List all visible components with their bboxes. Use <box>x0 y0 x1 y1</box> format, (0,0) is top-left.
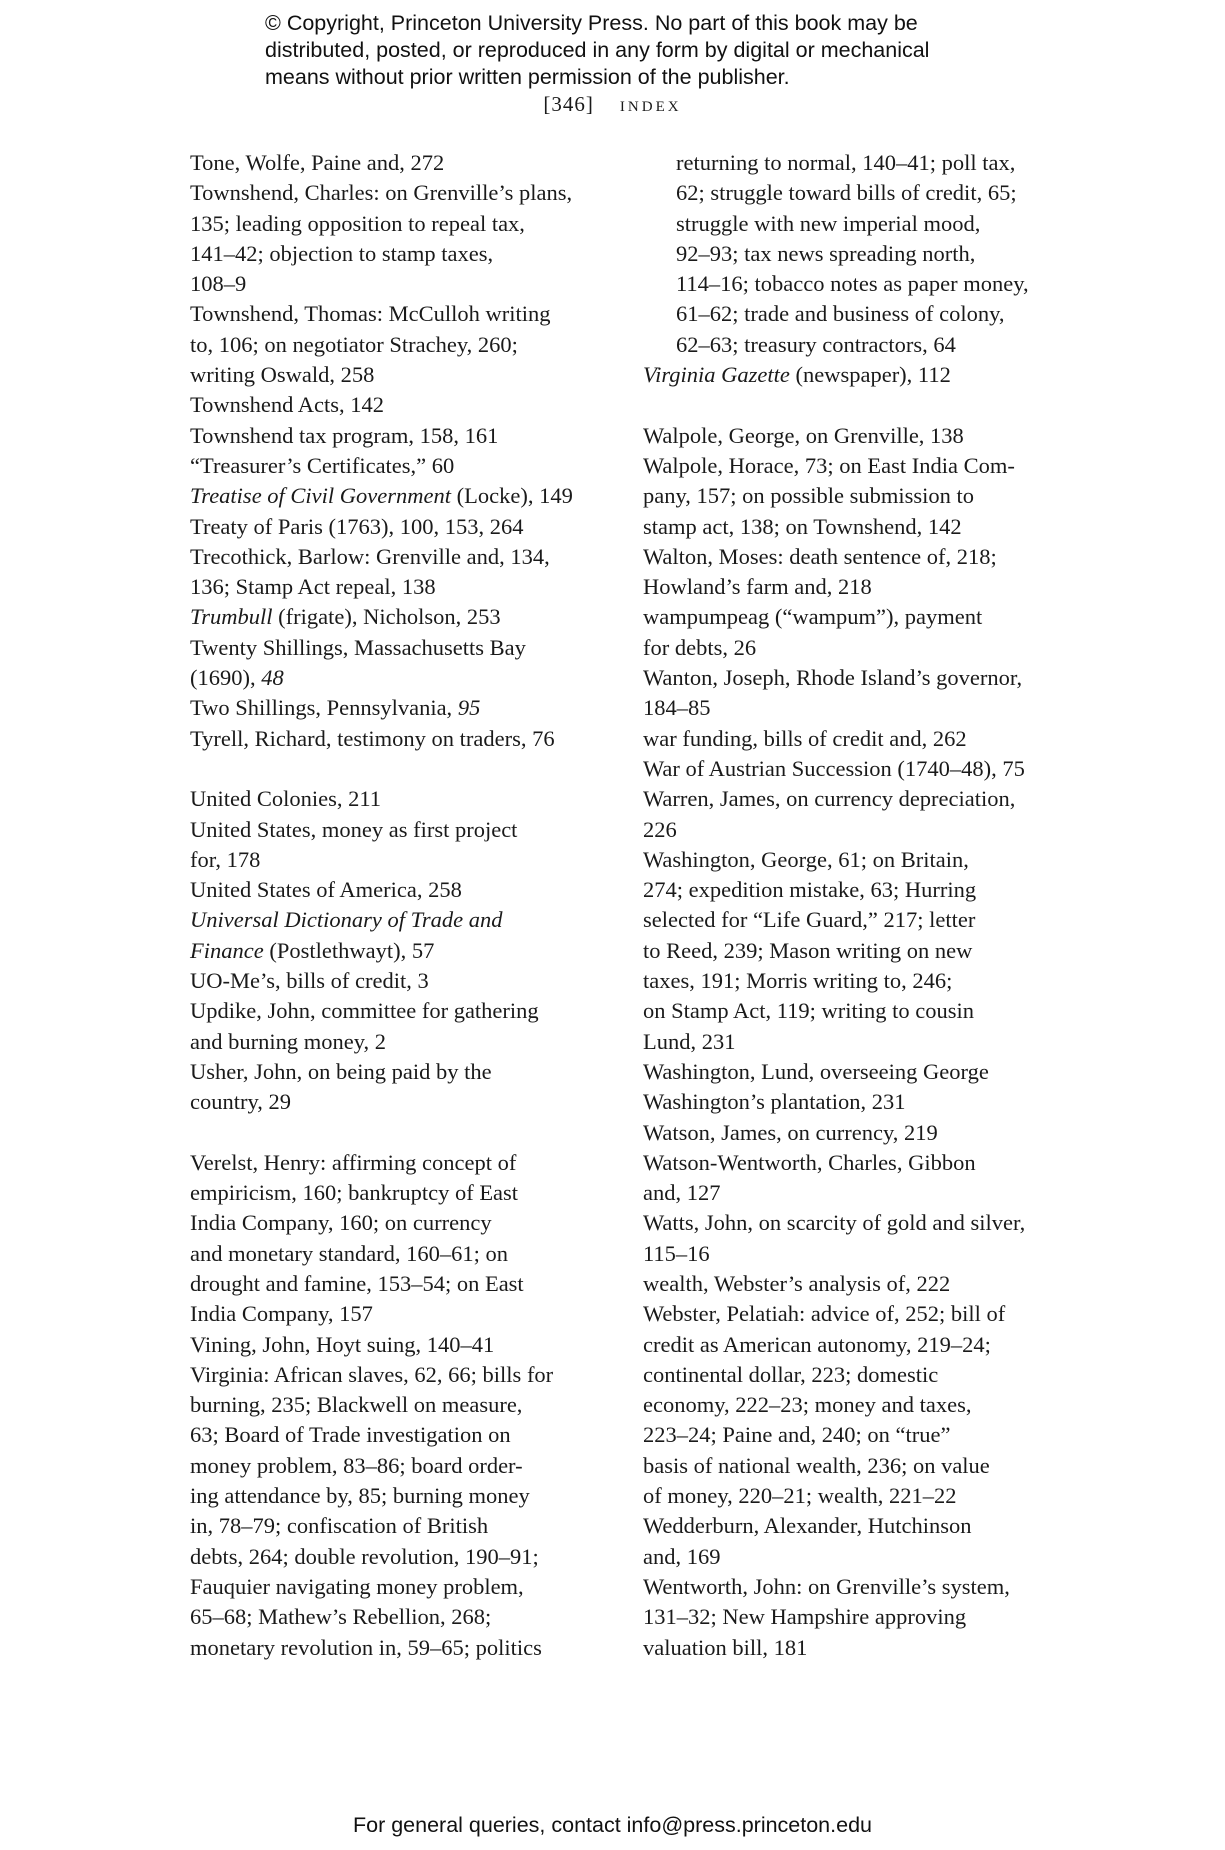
index-entry-line <box>190 451 610 481</box>
index-entry-line <box>643 784 1063 814</box>
entry-text: wampumpeag (“wampum”), payment <box>643 604 983 630</box>
index-entry <box>190 784 610 814</box>
index-entry-line <box>643 936 1063 966</box>
entry-text: “Treasurer’s Certificates,” 60 <box>190 452 455 478</box>
entry-text: Walpole, Horace, 73; on East India Com- <box>643 452 1015 478</box>
index-entry-line <box>190 330 610 360</box>
copyright-line: means without prior written permission of the publisher. <box>265 65 790 89</box>
entry-text: Wedderburn, Alexander, Hutchinson <box>643 1513 972 1539</box>
index-entry-line <box>643 1148 1063 1178</box>
index-entry-line <box>643 663 1063 693</box>
entry-text: 61–62; trade and business of colony, <box>676 301 1005 327</box>
entry-text: debts, 264; double revolution, 190–91; <box>190 1543 539 1569</box>
index-entry-line <box>643 1208 1063 1238</box>
index-entry-line <box>643 572 1063 602</box>
italic-text: Finance <box>190 937 264 963</box>
entry-text: continental dollar, 223; domestic <box>643 1361 939 1387</box>
entry-text: Townshend, Thomas: McCulloh writing <box>190 301 551 327</box>
index-entry-line <box>190 633 610 663</box>
italic-text: 48 <box>261 665 284 691</box>
entry-text: Walpole, George, on Grenville, 138 <box>643 422 964 448</box>
index-column-left <box>190 148 610 1663</box>
entry-text: 274; expedition mistake, 63; Hurring <box>643 877 977 903</box>
index-entry <box>190 1360 610 1663</box>
entry-text: Verelst, Henry: affirming concept of <box>190 1149 517 1175</box>
index-entry-line <box>643 1360 1063 1390</box>
index-entry-line <box>190 602 610 632</box>
copyright-notice <box>265 10 1025 91</box>
index-entry-line <box>643 1027 1063 1057</box>
entry-text: (newspaper), 112 <box>789 362 951 388</box>
entry-text: UO-Me’s, bills of credit, 3 <box>190 968 429 994</box>
index-entry <box>643 421 1063 451</box>
copyright-line: distributed, posted, or reproduced in any form by digital or mechanical <box>265 38 930 62</box>
index-entry <box>643 451 1063 542</box>
entry-text: Townshend Acts, 142 <box>190 392 385 418</box>
entry-text: economy, 222–23; money and taxes, <box>643 1392 972 1418</box>
entry-text: wealth, Webster’s analysis of, 222 <box>643 1270 951 1296</box>
entry-text: Townshend, Charles: on Grenville’s plans, <box>190 180 573 206</box>
index-entry-line <box>676 330 1063 360</box>
entry-text: Tone, Wolfe, Paine and, 272 <box>190 150 445 175</box>
footer-contact: For general queries, contact info@press.princeton.edu <box>352 1813 872 1837</box>
index-entry-line <box>643 1269 1063 1299</box>
index-entry-line <box>190 239 610 269</box>
index-entry <box>643 360 1063 390</box>
index-entry <box>643 602 1063 663</box>
index-entry-line <box>643 1572 1063 1602</box>
index-entry-line <box>190 1269 610 1299</box>
entry-text: 115–16 <box>643 1240 710 1266</box>
index-entry-line <box>676 239 1063 269</box>
index-entry-line <box>643 845 1063 875</box>
index-entry <box>190 542 610 603</box>
index-entry-line <box>190 1390 610 1420</box>
index-entry-line <box>190 1572 610 1602</box>
entry-text: for, 178 <box>190 846 261 872</box>
running-head-label: index <box>619 92 682 116</box>
entry-text: Twenty Shillings, Massachusetts Bay <box>190 634 526 660</box>
index-entry <box>643 754 1063 784</box>
entry-text: Washington, George, 61; on Britain, <box>643 846 969 872</box>
index-entry <box>190 421 610 451</box>
entry-text: Warren, James, on currency depreciation, <box>643 786 1016 812</box>
entry-text: 184–85 <box>643 695 711 721</box>
index-entry-line <box>190 299 610 329</box>
entry-text: (Locke), 149 <box>451 483 573 509</box>
entry-text: Fauquier navigating money problem, <box>190 1573 524 1599</box>
index-column-right <box>643 148 1063 1663</box>
entry-text: Two Shillings, Pennsylvania, <box>190 695 458 721</box>
index-entry <box>190 390 610 420</box>
index-entry <box>643 1148 1063 1209</box>
entry-text: empiricism, 160; bankruptcy of East <box>190 1180 519 1206</box>
index-entry-line <box>676 209 1063 239</box>
entry-text: 62; struggle toward bills of credit, 65; <box>676 180 1017 206</box>
index-entry <box>190 996 610 1057</box>
index-entry-line <box>190 1239 610 1269</box>
italic-text: Universal Dictionary of Trade and <box>190 907 503 933</box>
index-entry-line <box>190 1451 610 1481</box>
index-entry-line <box>190 209 610 239</box>
index-entry <box>643 724 1063 754</box>
index-entry <box>190 451 610 481</box>
index-entry-line <box>643 905 1063 935</box>
index-entry <box>190 693 610 723</box>
index-entry-line <box>190 1481 610 1511</box>
entry-text: 108–9 <box>190 271 247 297</box>
index-entry-line <box>190 1330 610 1360</box>
index-entry <box>190 1148 610 1330</box>
page-number: [346] <box>543 92 594 116</box>
index-entry-line <box>643 1178 1063 1208</box>
entry-text: returning to normal, 140–41; poll tax, <box>676 150 1016 175</box>
entry-text: United States, money as first project <box>190 816 518 842</box>
entry-text: 63; Board of Trade investigation on <box>190 1422 511 1448</box>
index-entry-line <box>190 966 610 996</box>
index-entry <box>643 1572 1063 1663</box>
index-entry-line <box>643 1633 1063 1663</box>
entry-text: (1690), <box>190 665 262 691</box>
index-entry-line <box>643 875 1063 905</box>
index-entry-line <box>190 1602 610 1632</box>
index-entry-line <box>643 966 1063 996</box>
index-entry-line <box>190 1633 610 1663</box>
index-entry-line <box>190 360 610 390</box>
index-entry-line <box>190 390 610 420</box>
index-entry-line <box>190 875 610 905</box>
index-entry-line <box>190 693 610 723</box>
entry-text: 65–68; Mathew’s Rebellion, 268; <box>190 1604 492 1630</box>
index-entry-line <box>190 542 610 572</box>
index-entry-line <box>190 1027 610 1057</box>
index-entry-line <box>190 996 610 1026</box>
entry-text: and, 127 <box>643 1180 721 1206</box>
index-entry <box>190 148 610 178</box>
index-entry-line <box>190 936 610 966</box>
entry-text: Webster, Pelatiah: advice of, 252; bill of <box>643 1301 1006 1327</box>
entry-text: 131–32; New Hampshire approving <box>643 1604 967 1630</box>
entry-text: Wanton, Joseph, Rhode Island’s governor, <box>643 665 1023 691</box>
entry-text: India Company, 160; on currency <box>190 1210 492 1236</box>
entry-text: for debts, 26 <box>643 634 757 660</box>
entry-text: Lund, 231 <box>643 1028 736 1054</box>
italic-text: 95 <box>457 695 481 721</box>
index-entry-line <box>190 1360 610 1390</box>
italic-text: Virginia Gazette <box>643 362 790 388</box>
entry-text: and, 169 <box>643 1543 721 1569</box>
index-entry-line <box>190 269 610 299</box>
entry-text: United Colonies, 211 <box>190 786 382 812</box>
entry-text: stamp act, 138; on Townshend, 142 <box>643 513 962 539</box>
index-entry-line <box>676 178 1063 208</box>
index-entry <box>190 512 610 542</box>
index-entry-line <box>643 481 1063 511</box>
index-entry <box>190 905 610 966</box>
index-entry-line <box>676 148 1063 178</box>
copyright-line: © Copyright, Princeton University Press. No part of this book may be <box>265 11 918 35</box>
entry-text: Watts, John, on scarcity of gold and silver, <box>643 1210 1026 1236</box>
index-entry <box>190 875 610 905</box>
index-entry-line <box>643 1511 1063 1541</box>
entry-text: 223–24; Paine and, 240; on “true” <box>643 1422 951 1448</box>
index-entry-line <box>190 1542 610 1572</box>
index-entry <box>190 633 610 694</box>
entry-text: Walton, Moses: death sentence of, 218; <box>643 543 997 569</box>
index-entry-line <box>643 1118 1063 1148</box>
entry-text: Townshend tax program, 158, 161 <box>190 422 499 448</box>
index-entry-line <box>190 1299 610 1329</box>
index-entry-line <box>190 1208 610 1238</box>
index-entry-line <box>643 693 1063 723</box>
entry-text: War of Austrian Succession (1740–48), 75 <box>643 755 1025 781</box>
entry-text: Howland’s farm and, 218 <box>643 574 872 600</box>
index-entry-line <box>643 1087 1063 1117</box>
index-entry-line <box>643 724 1063 754</box>
index-entry-line <box>190 421 610 451</box>
entry-text: valuation bill, 181 <box>643 1634 808 1660</box>
entry-text: monetary revolution in, 59–65; politics <box>190 1634 542 1660</box>
italic-text: Treatise of Civil Government <box>190 483 452 509</box>
entry-text: ing attendance by, 85; burning money <box>190 1483 530 1509</box>
entry-text: Treaty of Paris (1763), 100, 153, 264 <box>190 513 524 539</box>
index-entry-line <box>643 1542 1063 1572</box>
index-entry-line <box>676 299 1063 329</box>
index-entry-line <box>643 602 1063 632</box>
entry-text: Washington, Lund, overseeing George <box>643 1058 989 1084</box>
entry-text: Washington’s plantation, 231 <box>643 1089 906 1115</box>
index-entry-line <box>190 1057 610 1087</box>
index-entry <box>643 1208 1063 1269</box>
index-entry-line <box>643 421 1063 451</box>
entry-text: United States of America, 258 <box>190 877 462 903</box>
index-entry <box>643 1299 1063 1511</box>
index-entry <box>643 663 1063 724</box>
entry-text: Tyrell, Richard, testimony on traders, 76 <box>190 725 555 751</box>
index-entry <box>190 602 610 632</box>
index-entry-line <box>190 1511 610 1541</box>
entry-text: and burning money, 2 <box>190 1028 387 1054</box>
index-entry-line <box>190 1087 610 1117</box>
entry-text: in, 78–79; confiscation of British <box>190 1513 489 1539</box>
index-entry-line <box>190 178 610 208</box>
entry-text: 141–42; objection to stamp taxes, <box>190 240 494 266</box>
index-entry <box>643 1269 1063 1299</box>
index-entry <box>190 815 610 876</box>
entry-text: (frigate), Nicholson, 253 <box>272 604 501 630</box>
index-entry-line <box>190 1178 610 1208</box>
entry-text: (Postlethwayt), 57 <box>263 937 435 963</box>
index-entry <box>190 178 610 299</box>
entry-text: to, 106; on negotiator Strachey, 260; <box>190 331 518 357</box>
entry-text: 62–63; treasury contractors, 64 <box>676 331 956 357</box>
index-entry-line <box>643 1602 1063 1632</box>
entry-text: on Stamp Act, 119; writing to cousin <box>643 998 975 1024</box>
index-entry-line <box>190 572 610 602</box>
index-entry <box>643 1511 1063 1572</box>
entry-text: Virginia: African slaves, 62, 66; bills for <box>190 1361 554 1387</box>
index-entry-line <box>643 542 1063 572</box>
entry-text: Wentworth, John: on Grenville’s system, <box>643 1573 1010 1599</box>
entry-text: selected for “Life Guard,” 217; letter <box>643 907 976 933</box>
entry-text: Watson-Wentworth, Charles, Gibbon <box>643 1149 976 1175</box>
index-entry-line <box>190 784 610 814</box>
index-entry-line <box>643 1057 1063 1087</box>
entry-text: of money, 220–21; wealth, 221–22 <box>643 1483 957 1509</box>
index-entry <box>643 542 1063 603</box>
entry-text: 135; leading opposition to repeal tax, <box>190 210 525 236</box>
index-entry <box>643 148 1063 360</box>
entry-text: drought and famine, 153–54; on East <box>190 1270 524 1296</box>
index-entry-line <box>190 905 610 935</box>
index-entry-line <box>643 996 1063 1026</box>
entry-text: war funding, bills of credit and, 262 <box>643 725 967 751</box>
index-entry-line <box>676 269 1063 299</box>
index-entry-line <box>643 360 1063 390</box>
entry-text: burning, 235; Blackwell on measure, <box>190 1392 523 1418</box>
index-entry-line <box>643 1420 1063 1450</box>
index-entry <box>190 966 610 996</box>
entry-text: writing Oswald, 258 <box>190 362 375 388</box>
entry-text: country, 29 <box>190 1089 292 1115</box>
index-entry <box>190 299 610 390</box>
index-entry-line <box>643 815 1063 845</box>
entry-text: Updike, John, committee for gathering <box>190 998 539 1024</box>
index-entry-line <box>190 663 610 693</box>
entry-text: taxes, 191; Morris writing to, 246; <box>643 968 953 994</box>
index-entry-line <box>190 724 610 754</box>
index-entry-line <box>643 512 1063 542</box>
entry-text: pany, 157; on possible submission to <box>643 483 975 509</box>
index-entry-line <box>643 1299 1063 1329</box>
entry-text: Usher, John, on being paid by the <box>190 1058 492 1084</box>
index-entry-line <box>643 1390 1063 1420</box>
entry-text: basis of national wealth, 236; on value <box>643 1452 990 1478</box>
entry-text: 226 <box>643 816 677 842</box>
entry-text: Vining, John, Hoyt suing, 140–41 <box>190 1331 495 1357</box>
index-entry <box>190 1057 610 1118</box>
entry-text: Watson, James, on currency, 219 <box>643 1119 938 1145</box>
index-entry-line <box>643 1239 1063 1269</box>
running-head <box>0 92 1225 117</box>
index-entry <box>643 784 1063 845</box>
index-entry-line <box>190 845 610 875</box>
index-entry-line <box>190 1148 610 1178</box>
entry-text: struggle with new imperial mood, <box>676 210 981 236</box>
entry-text: and monetary standard, 160–61; on <box>190 1240 509 1266</box>
index-entry <box>643 845 1063 1057</box>
index-entry-line <box>643 633 1063 663</box>
index-entry <box>643 1057 1063 1118</box>
index-entry-line <box>643 1451 1063 1481</box>
index-entry-line <box>190 512 610 542</box>
index-entry-line <box>190 1420 610 1450</box>
index-entry-line <box>643 754 1063 784</box>
entry-text: India Company, 157 <box>190 1301 373 1327</box>
index-entry-line <box>643 1481 1063 1511</box>
index-entry-line <box>643 1330 1063 1360</box>
entry-text: 114–16; tobacco notes as paper money, <box>676 271 1029 297</box>
entry-text: credit as American autonomy, 219–24; <box>643 1331 991 1357</box>
entry-text: to Reed, 239; Mason writing on new <box>643 937 973 963</box>
index-entry-line <box>190 815 610 845</box>
index-entry <box>643 1118 1063 1148</box>
index-entry-line <box>190 481 610 511</box>
entry-text: 136; Stamp Act repeal, 138 <box>190 574 436 600</box>
entry-text: Trecothick, Barlow: Grenville and, 134, <box>190 543 550 569</box>
index-entry-line <box>190 148 610 178</box>
italic-text: Trumbull <box>190 604 273 630</box>
index-entry <box>190 724 610 754</box>
index-entry <box>190 1330 610 1360</box>
index-entry <box>190 481 610 511</box>
index-entry-line <box>643 451 1063 481</box>
entry-text: 92–93; tax news spreading north, <box>676 240 976 266</box>
entry-text: money problem, 83–86; board order- <box>190 1452 523 1478</box>
